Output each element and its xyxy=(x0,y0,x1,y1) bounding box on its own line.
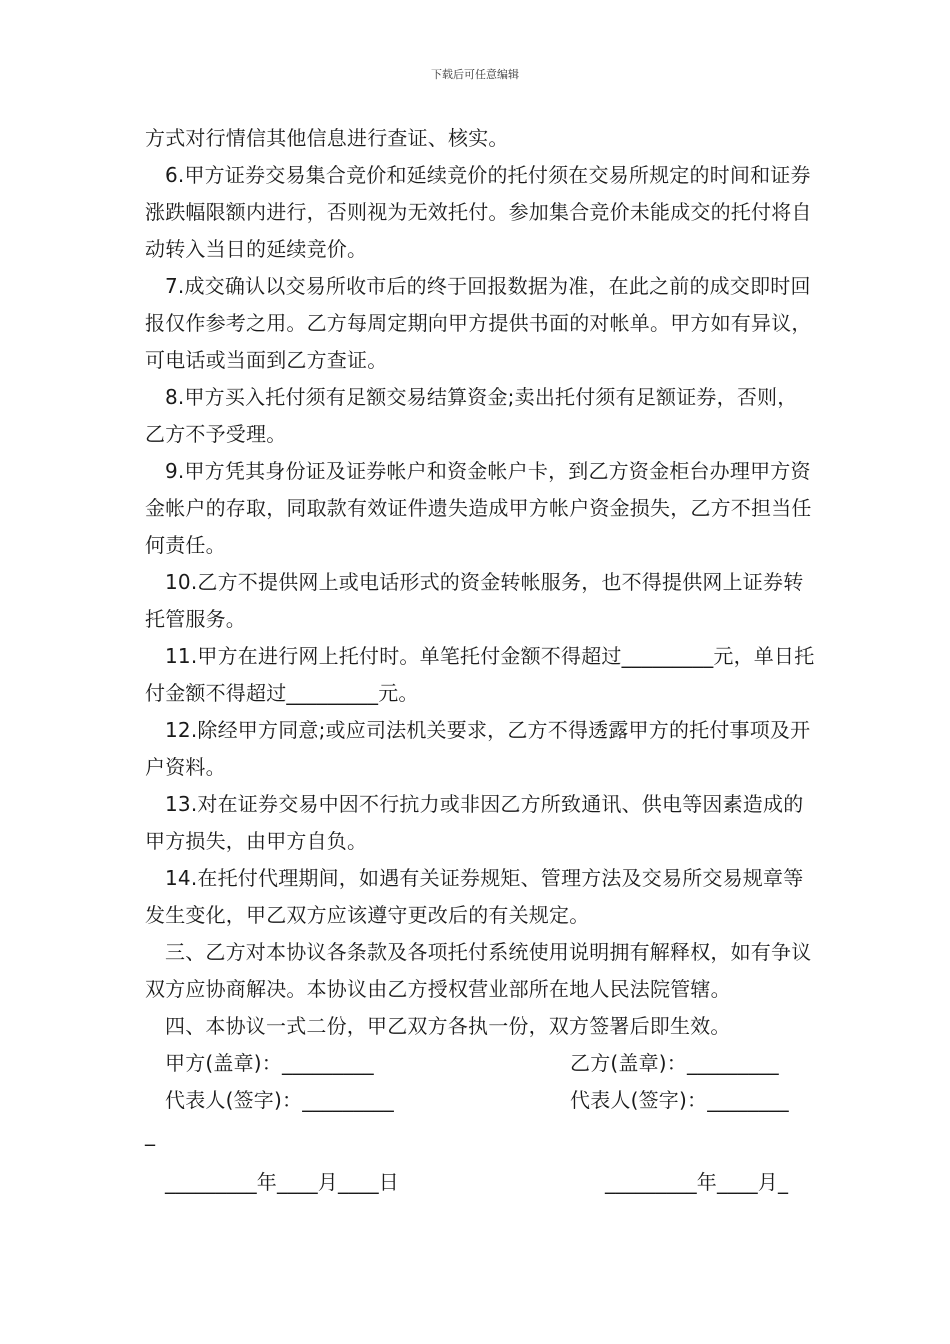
clause-8: 8.甲方买入托付须有足额交易结算资金;卖出托付须有足额证券，否则，乙方不予受理。 xyxy=(145,385,798,446)
date-b: _________年____月_ xyxy=(605,1170,789,1194)
clause-9: 9.甲方凭其身份证及证券帐户和资金帐户卡，到乙方资金柜台办理甲方资金帐户的存取，同取款有效证件遗失造成甲方帐户资金损失，乙方不担当任何责任。 xyxy=(145,459,812,557)
seal-row xyxy=(145,1045,817,1082)
clause-12: 12.除经甲方同意;或应司法机关要求，乙方不得透露甲方的托付事项及开户资料。 xyxy=(145,718,811,779)
representative-a: 代表人(签字)：_________ xyxy=(165,1088,395,1112)
clause-13: 13.对在证券交易中因不行抗力或非因乙方所致通讯、供电等因素造成的甲方损失，由甲方自负。 xyxy=(145,792,804,853)
representative-b: 代表人(签字)：________ xyxy=(570,1088,789,1112)
party-b-seal: 乙方(盖章)：_________ xyxy=(570,1051,779,1075)
clause-6: 6.甲方证券交易集合竞价和延续竞价的托付须在交易所规定的时间和证券涨跌幅限额内进行，否则视为无效托付。参加集合竞价未能成交的托付将自动转入当日的延续竞价。 xyxy=(145,163,812,261)
section-3: 三、乙方对本协议各条款及各项托付系统使用说明拥有解释权，如有争议双方应协商解决。本协议由乙方授权营业部所在地人民法院管辖。 xyxy=(145,940,812,1001)
date-a: _________年____月____日 xyxy=(165,1170,399,1194)
clause-11: 11.甲方在进行网上托付时。单笔托付金额不得超过_________元，单日托付金额不得超过_________元。 xyxy=(145,644,815,705)
paragraph-continuation: 方式对行情信其他信息进行查证、核实。 xyxy=(145,126,509,150)
overflow-underscore: _ xyxy=(145,1122,156,1146)
clause-14: 14.在托付代理期间，如遇有关证券规矩、管理方法及交易所交易规章等发生变化，甲乙双方应该遵守更改后的有关规定。 xyxy=(145,866,804,927)
section-4: 四、本协议一式二份，甲乙双方各执一份，双方签署后即生效。 xyxy=(165,1014,731,1038)
date-row xyxy=(145,1154,817,1204)
page-header: 下载后可任意编辑 xyxy=(431,68,519,81)
clause-10: 10.乙方不提供网上或电话形式的资金转帐服务，也不得提供网上证券转托管服务。 xyxy=(145,570,804,631)
document-body xyxy=(145,120,817,1204)
representative-row xyxy=(145,1082,817,1119)
party-a-seal: 甲方(盖章)：_________ xyxy=(165,1051,374,1075)
clause-7: 7.成交确认以交易所收市后的终于回报数据为准，在此之前的成交即时回报仅作参考之用。乙方每周定期向甲方提供书面的对帐单。甲方如有异议，可电话或当面到乙方查证。 xyxy=(145,274,812,372)
